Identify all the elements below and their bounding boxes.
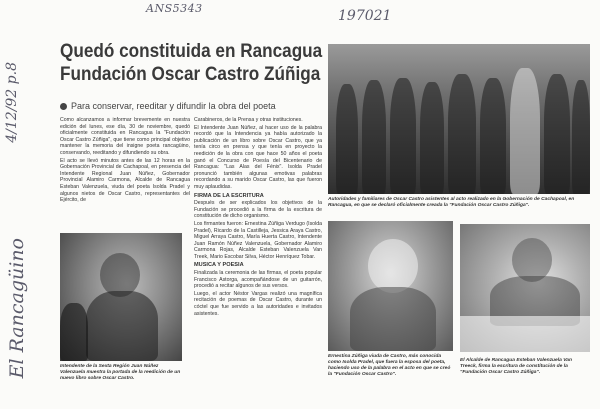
photo-figure: [336, 84, 358, 194]
article-column-2: [194, 117, 322, 379]
photo-figure: [60, 303, 88, 361]
article-column-1: [60, 117, 190, 227]
photo-figure: [480, 78, 506, 194]
photo-intendente-speaking: [60, 233, 182, 361]
section-heading-firma: FIRMA DE LA ESCRITURA: [194, 192, 264, 199]
photo-widow-speaking: [328, 221, 453, 351]
handwritten-date: 4/12/92 p.8: [4, 62, 20, 143]
column1-paragraph: Como alcanzamos a informar brevemente en nuestra edición del lunes, ese día, 30 de noviembre, quedó oficialmente constituida en Rancagua la "Fundación Oscar Castro Zúñiga", que tiene como principal objetivo mantener la memoria del insigne poeta rancagüino, conservando, reeditando y difundiendo su obra.: [60, 117, 190, 156]
photo-authorities-group: [328, 44, 590, 194]
handwritten-newspaper-name: El Rancagüino: [6, 238, 28, 379]
bullet-icon: [60, 103, 67, 110]
handwritten-catalog-id: ANS5343: [146, 2, 203, 15]
photo-figure: [350, 287, 436, 351]
column2-paragraph: Luego, el actor Néstor Vargas realizó una magnífica recitación de poemas de Oscar Castro, durante un cóctel que fue servido a las autoridades e invitados asistentes.: [194, 290, 322, 317]
section-heading-musica: MUSICA Y POESIA: [194, 262, 244, 269]
caption-widow: Ernestina Zúñiga viuda de Castro, más conocida como Isolda Pradel, que fuera la esposa del poeta, haciendo uso de la palabra en el acto en que se creó la "Fundación Oscar Castro".: [328, 354, 451, 378]
column2-paragraph: Los firmantes fueron: Ernestina Zúñiga Verdugo (Isolda Pradel), Ricardo de la Castilleja, Jessica Araya Castro, Miguel Arraya Castro, María Huerta Castro, Intendente Juan Ramón Núñez Valenzuela, Gobernador Alamiro Carmona Rojas, Alcalde Esteban Valenzuela Van Treek, Mario Escobar Silva, Héctor Henríquez Tobar.: [194, 220, 322, 260]
caption-signing: El Alcalde de Rancagua Esteban Valenzuela Van Treeck, firma la escritura de constitución de la "Fundación Oscar Castro Zúñiga".: [460, 358, 572, 376]
photo-figure: [460, 316, 590, 352]
headline-line-1: Quedó constituida en Rancagua: [60, 40, 323, 62]
handwritten-number: 197021: [338, 8, 392, 24]
subheadline: [60, 101, 276, 111]
photo-figure: [368, 239, 418, 293]
photo-figure: [544, 74, 570, 194]
subheadline-text: Para conservar, reeditar y difundir la obra del poeta: [71, 101, 276, 111]
photo-figure: [420, 82, 444, 194]
photo-figure: [510, 68, 540, 194]
column2-paragraph: Finalizada la ceremonia de las firmas, el poeta popular Francisco Astorga, acompañándose de un guitarrón, procedió a recitar algunos de sus versos.: [194, 270, 322, 290]
caption-intendente: Intendente de la Sexta Región Juan Núñez Valenzuela muestra la portada de la reedición de un nuevo libro sobre Oscar Castro.: [60, 364, 181, 382]
column2-intro: Carabineros, de la Prensa y otras instituciones.: [194, 117, 303, 123]
photo-mayor-signing: [460, 224, 590, 352]
photo-figure: [362, 80, 386, 194]
headline-line-2: Fundación Oscar Castro Zúñiga: [60, 63, 321, 85]
column2-paragraph: Después de ser explicados los objetivos de la Fundación se procedió a la firma de la escritura de constitución de dicho organismo.: [194, 200, 322, 220]
column2-paragraph: El Intendente Juan Núñez, al hacer uso de la palabra recordó que la Intendencia ya había autorizado la publicación de un libro sobre Oscar Castro, que ya tenía circo en prensa y que tenía en proyecto la reedición de la obra con que hace 50 años el poeta ganó el Concurso de Poesía del Bicentenario de Rancagua: "Las Alas del Fénix". Isolda Pradel pronunció también algunas emotivas palabras recordando a su marido Oscar Castro, las que fueron muy aplaudidas.: [194, 124, 322, 190]
column1-paragraph: El acto se llevó minutos antes de las 12 horas en la Gobernación Provincial de Cachapoal, en presencia del Intendente Regional Juan Núñez, Gobernador Provincial Alamiro Carmona, Alcalde de Rancagua Esteban Valenzuela, viuda del poeta Isolda Pradel y algunos nietos de Oscar Castro, representantes del Ejército, de: [60, 157, 190, 204]
photo-figure: [86, 291, 158, 361]
photo-figure: [572, 80, 590, 194]
headline: [60, 40, 323, 86]
photo-figure: [390, 78, 416, 194]
photo-figure: [448, 74, 476, 194]
caption-group: Autoridades y familiares de Oscar Castro asistentes al acto realizado en la Gobernación de Cachapoal, en Rancagua, en que se declaró oficialmente creada la "Fundación Oscar Castro Zúñiga".: [328, 197, 575, 209]
